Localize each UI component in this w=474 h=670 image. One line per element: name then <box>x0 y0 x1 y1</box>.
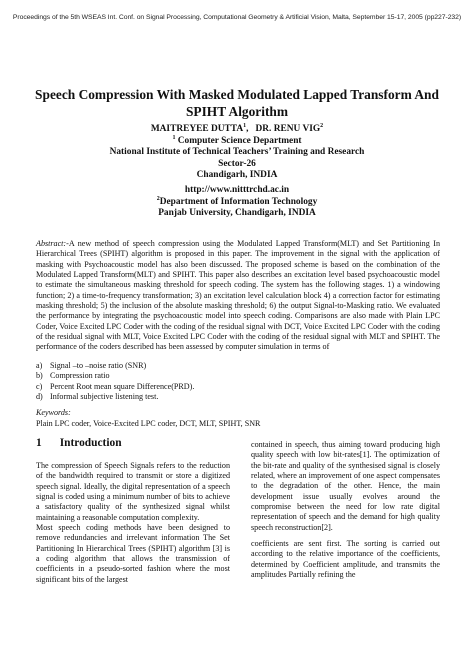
affiliation-1-institute: National Institute of Technical Teachers’ Training and Research <box>109 147 365 158</box>
affiliation-2-sup: 2 <box>156 195 160 202</box>
affiliation-2-dept-line <box>20 197 454 209</box>
author-1-sup: 1 <box>243 122 247 129</box>
running-head: Proceedings of the 5th WSEAS Int. Conf. on Signal Processing, Computational Geometry & Artificial Vision, Malta, September 15-17, 2005 (pp227-232) <box>12 14 462 21</box>
authors-block <box>20 124 454 182</box>
abstract-label: Abstract:- <box>36 239 69 248</box>
list-marker: a) <box>36 361 43 370</box>
left-paragraph-1: The compression of Speech Signals refers to the reduction of the bandwidth required to transmit or store a digitized speech signal. Ideally, the digital representation of a speech signal is coded using a minimum number of bits to achieve a satisfactory quality of the synthesized signal whilst maintaining a reasonable computation complexity. <box>36 461 230 522</box>
list-item <box>36 392 440 402</box>
metrics-list <box>36 361 440 402</box>
list-marker: d) <box>36 392 43 402</box>
list-item-text: Signal –to –noise ratio (SNR) <box>50 361 147 370</box>
right-paragraph-1: contained in speech, thus aiming toward producing high quality speech with low bit-rates[1]. The optimization of the bit-rate and quality of the synthesised signal is closely related, where an improvement of one aspect compensates to the degradation of the other. Hence, the main development issue usually evolves around the compromise between the need for low rate digital representation of speech and the demand for high quality speech reconstruction[2]. <box>251 440 440 532</box>
list-item-text: Informal subjective listening test. <box>50 392 159 402</box>
affiliation-1-city: Chandigarh, INDIA <box>196 170 278 181</box>
abstract-text: A new method of speech compression using the Modulated Lapped Transform(MLT) and Set Partitioning In Hierarchical Trees (SPIHT) algorithm is proposed in this paper. The improvement in the signal with the application of masking with Psychoacoustic model has also been discussed. The proposed scheme is based on the combination of the Modulated Lapped Transform(MLT) and SPIHT. This paper also describes an excitation level based psychoacoustic model to estimate the simultaneous masking threshold for speech coding. The system has the following stages. 1) a windowing function; 2) a time-to-frequency transformation; 3) an excitation level calculation block 4) a correction factor for estimating masking threshold; 5) the inclusion of the absolute masking threshold; 6) the output Signal-to-Masking ratio. We evaluated the performance by integrating the psychoacoustic model into speech coding. Comparisons are also made with Plain LPC Coder, Voice Excited LPC Coder with the coding of the residual signal with DCT, Voice Excited LPC Coder with the coding of the residual signal with MLT, Voice Excited LPC Coder with the coding of the residual signal with MLT and SPIHT. The performance of the coders described has been assessed by computer simulation in terms of <box>36 239 440 352</box>
list-item <box>36 361 440 371</box>
list-marker: b) <box>36 371 43 381</box>
paper-title <box>20 86 454 120</box>
section-number: 1 <box>36 437 42 449</box>
affiliation-2-university: Panjab University, Chandigarh, INDIA <box>158 208 316 219</box>
affiliation-url: http://www.nitttrchd.ac.in <box>184 185 290 195</box>
list-item <box>36 371 440 381</box>
author-2: DR. RENU VIG <box>255 124 321 134</box>
author-line <box>20 124 454 136</box>
author-1: MAITREYEE DUTTA <box>150 124 244 134</box>
author-2-sup: 2 <box>320 122 324 129</box>
title-line-1: Speech Compression With Masked Modulated Lapped Transform And <box>35 87 439 102</box>
author-separator: , <box>246 124 256 134</box>
left-paragraph-2: Most speech coding methods have been designed to remove redundancies and irrelevant information The Set Partitioning In Hierarchical Trees (SPIHT) algorithm [3] is a coding algorithm that allows the transmission of coefficients in a pseudo-sorted fashion where the most significant bits of the largest <box>36 523 230 584</box>
affiliation-1-dept-line <box>20 136 454 148</box>
affiliation-1-sector: Sector-26 <box>218 158 256 169</box>
list-item <box>36 382 440 392</box>
title-line-2: SPIHT Algorithm <box>185 104 289 119</box>
keywords-text: Plain LPC coder, Voice-Excited LPC coder, DCT, MLT, SPIHT, SNR <box>36 418 261 428</box>
keywords-label: Keywords: <box>36 408 71 417</box>
section-title: Introduction <box>59 437 122 449</box>
right-paragraph-2: coefficients are sent first. The sorting is carried out according to the relative importance of the coefficients, determined by Coefficient amplitude, and transmits the amplitudes Partially refining the <box>251 539 440 580</box>
list-marker: c) <box>36 381 43 391</box>
list-item-text: Compression ratio <box>50 371 110 381</box>
right-column <box>251 440 440 580</box>
affiliation-2-block <box>20 185 454 220</box>
left-column <box>36 461 230 585</box>
affiliation-1-sup: 1 <box>172 134 176 141</box>
affiliation-1-dept: Computer Science Department <box>175 135 302 146</box>
abstract <box>36 239 440 353</box>
section-heading <box>36 436 122 450</box>
list-item-text: Percent Root mean square Difference(PRD). <box>50 381 195 391</box>
affiliation-2-dept: Department of Information Technology <box>159 196 318 207</box>
